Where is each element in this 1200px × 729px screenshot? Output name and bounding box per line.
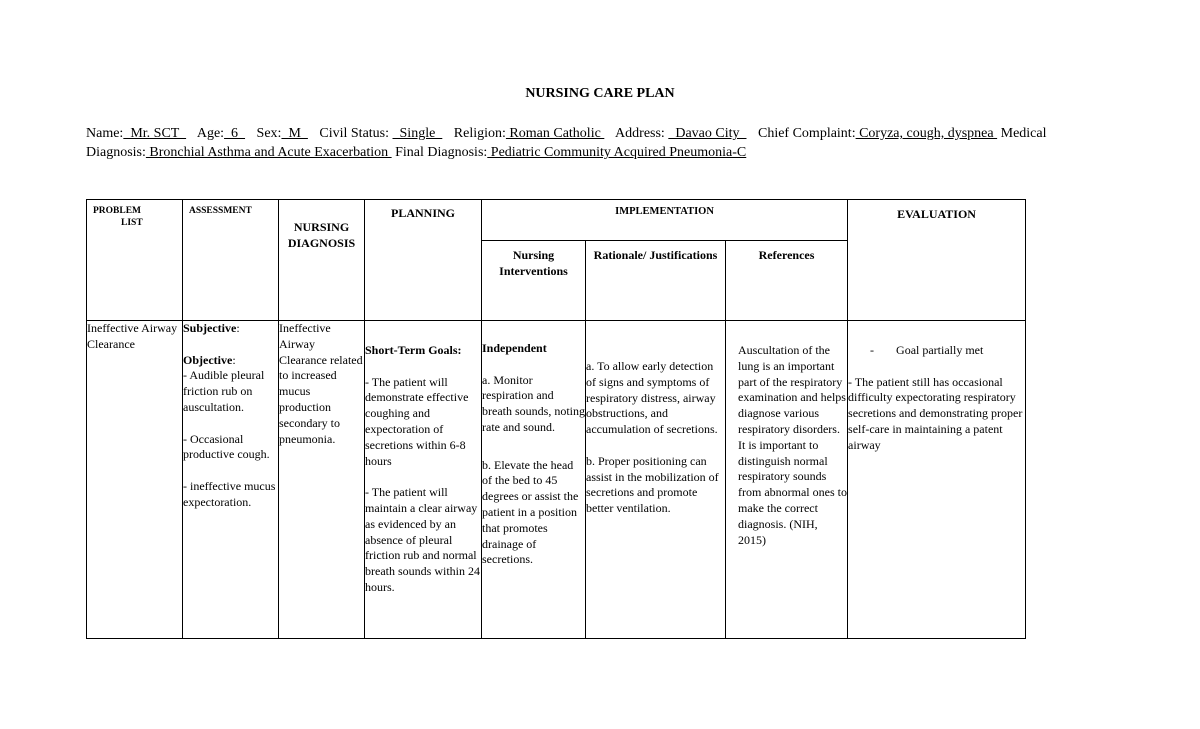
header-evaluation [848, 200, 1026, 321]
header-nursing-interventions [482, 241, 586, 321]
sex-value: M [281, 126, 308, 141]
subjective-line [183, 321, 278, 337]
chief-complaint-label: Chief Complaint: [757, 126, 856, 141]
header-nursing-diagnosis-line2: DIAGNOSIS [287, 236, 356, 250]
header-assessment-label: ASSESSMENT [189, 206, 252, 216]
page-title: NURSING CARE PLAN [525, 86, 675, 101]
name-label: Name: [86, 126, 124, 141]
goal-item: - The patient will demonstrate effective coughing and expectoration of secretions within 6-8 hours [365, 374, 469, 468]
problem-cell [87, 321, 183, 639]
evaluation-status-dash: - [870, 343, 875, 357]
header-problem-list-line1: PROBLEM [93, 206, 142, 216]
short-term-goals-label: Short-Term Goals: [365, 343, 462, 357]
interventions-cell [482, 321, 586, 639]
rationale-item: a. To allow early detection of signs and symptoms of respiratory distress, airway obstructions, and accumulation of secretions. [586, 359, 718, 437]
goal-item: - The patient will maintain a clear airway as evidenced by an absence of pleural friction rub and normal breath sounds within 24 hours. [365, 485, 480, 594]
header-rationale-label: Rationale/ Justifications [593, 248, 718, 262]
assessment-cell [183, 321, 279, 639]
references-cell [726, 321, 848, 639]
evaluation-note: - The patient still has occasional difficulty expectorating respiratory secretions and demonstrating proper self-care in maintaining a patent airway [848, 374, 1023, 452]
chief-complaint-value: Coryza, cough, dyspnea [855, 126, 998, 141]
final-diagnosis-value: Pediatric Community Acquired Pneumonia-C [487, 145, 747, 160]
care-plan-table [86, 199, 1026, 639]
name-value: Mr. SCT [123, 126, 187, 141]
address-label: Address: [615, 126, 665, 141]
religion-label: Religion: [453, 126, 506, 141]
header-implementation [482, 200, 848, 241]
header-nursing-interventions-line2: Interventions [499, 264, 568, 278]
age-value: 6 [224, 126, 246, 141]
evaluation-status-text: Goal partially met [896, 343, 984, 357]
objective-label: Objective [183, 352, 233, 367]
references-text: Auscultation of the lung is an important part of the respiratory examination and helps diagnose various respiratory disorders. It is important to distinguish normal respiratory sounds from abnormal ones to make the correct diagnosis. (NIH, 2015) [738, 343, 847, 547]
civil-status-value: Single [392, 126, 443, 141]
civil-status-label: Civil Status: [319, 126, 390, 141]
intervention-item: b. Elevate the head of the bed to 45 degrees or assist the patient in a position that promotes drainage of secretions. [482, 457, 579, 567]
objective-cue: - ineffective mucus expectoration. [183, 478, 276, 509]
header-problem-list [87, 200, 183, 321]
header-references [726, 241, 848, 321]
objective-colon: : [232, 352, 236, 367]
header-planning [365, 200, 482, 321]
evaluation-cell [848, 321, 1026, 639]
nursing-diagnosis-cell [279, 321, 365, 639]
subjective-label: Subjective [183, 321, 237, 335]
independent-label: Independent [482, 341, 547, 355]
header-nursing-diagnosis-line1: NURSING [293, 220, 350, 234]
nursing-diagnosis-text: Ineffective Airway Clearance related to increased mucus production secondary to pneumonia. [279, 321, 363, 446]
address-value: Davao City [668, 126, 747, 141]
religion-value: Roman Catholic [505, 126, 605, 141]
problem-text: Ineffective Airway Clearance [87, 321, 178, 351]
intervention-item: a. Monitor respiration and breath sounds, noting rate and sound. [482, 372, 585, 434]
header-problem-list-line2: LIST [121, 218, 143, 228]
header-implementation-label: IMPLEMENTATION [615, 206, 714, 217]
medical-diagnosis-value: Bronchial Asthma and Acute Exacerbation [145, 145, 392, 160]
header-rationale [586, 241, 726, 321]
header-evaluation-label: EVALUATION [897, 207, 976, 221]
objective-line [183, 353, 278, 369]
planning-cell [365, 321, 482, 639]
header-nursing-interventions-line1: Nursing [512, 248, 555, 262]
objective-cue: - Audible pleural friction rub on auscultation. [183, 368, 265, 414]
sex-label: Sex: [256, 126, 282, 141]
evaluation-status [848, 343, 1025, 359]
header-planning-label: PLANNING [390, 206, 455, 220]
rationale-cell [586, 321, 726, 639]
header-nursing-diagnosis [279, 200, 365, 321]
subjective-colon: : [236, 321, 240, 335]
rationale-item: b. Proper positioning can assist in the mobilization of secretions and promote better ventilation. [586, 453, 719, 516]
header-assessment [183, 200, 279, 321]
patient-info [86, 124, 1076, 162]
header-references-label: References [758, 248, 815, 262]
medical-diagnosis-label: Medical Diagnosis: [86, 126, 1047, 160]
objective-cue: - Occasional productive cough. [183, 431, 270, 462]
final-diagnosis-label: Final Diagnosis: [395, 145, 488, 160]
age-label: Age: [196, 126, 225, 141]
